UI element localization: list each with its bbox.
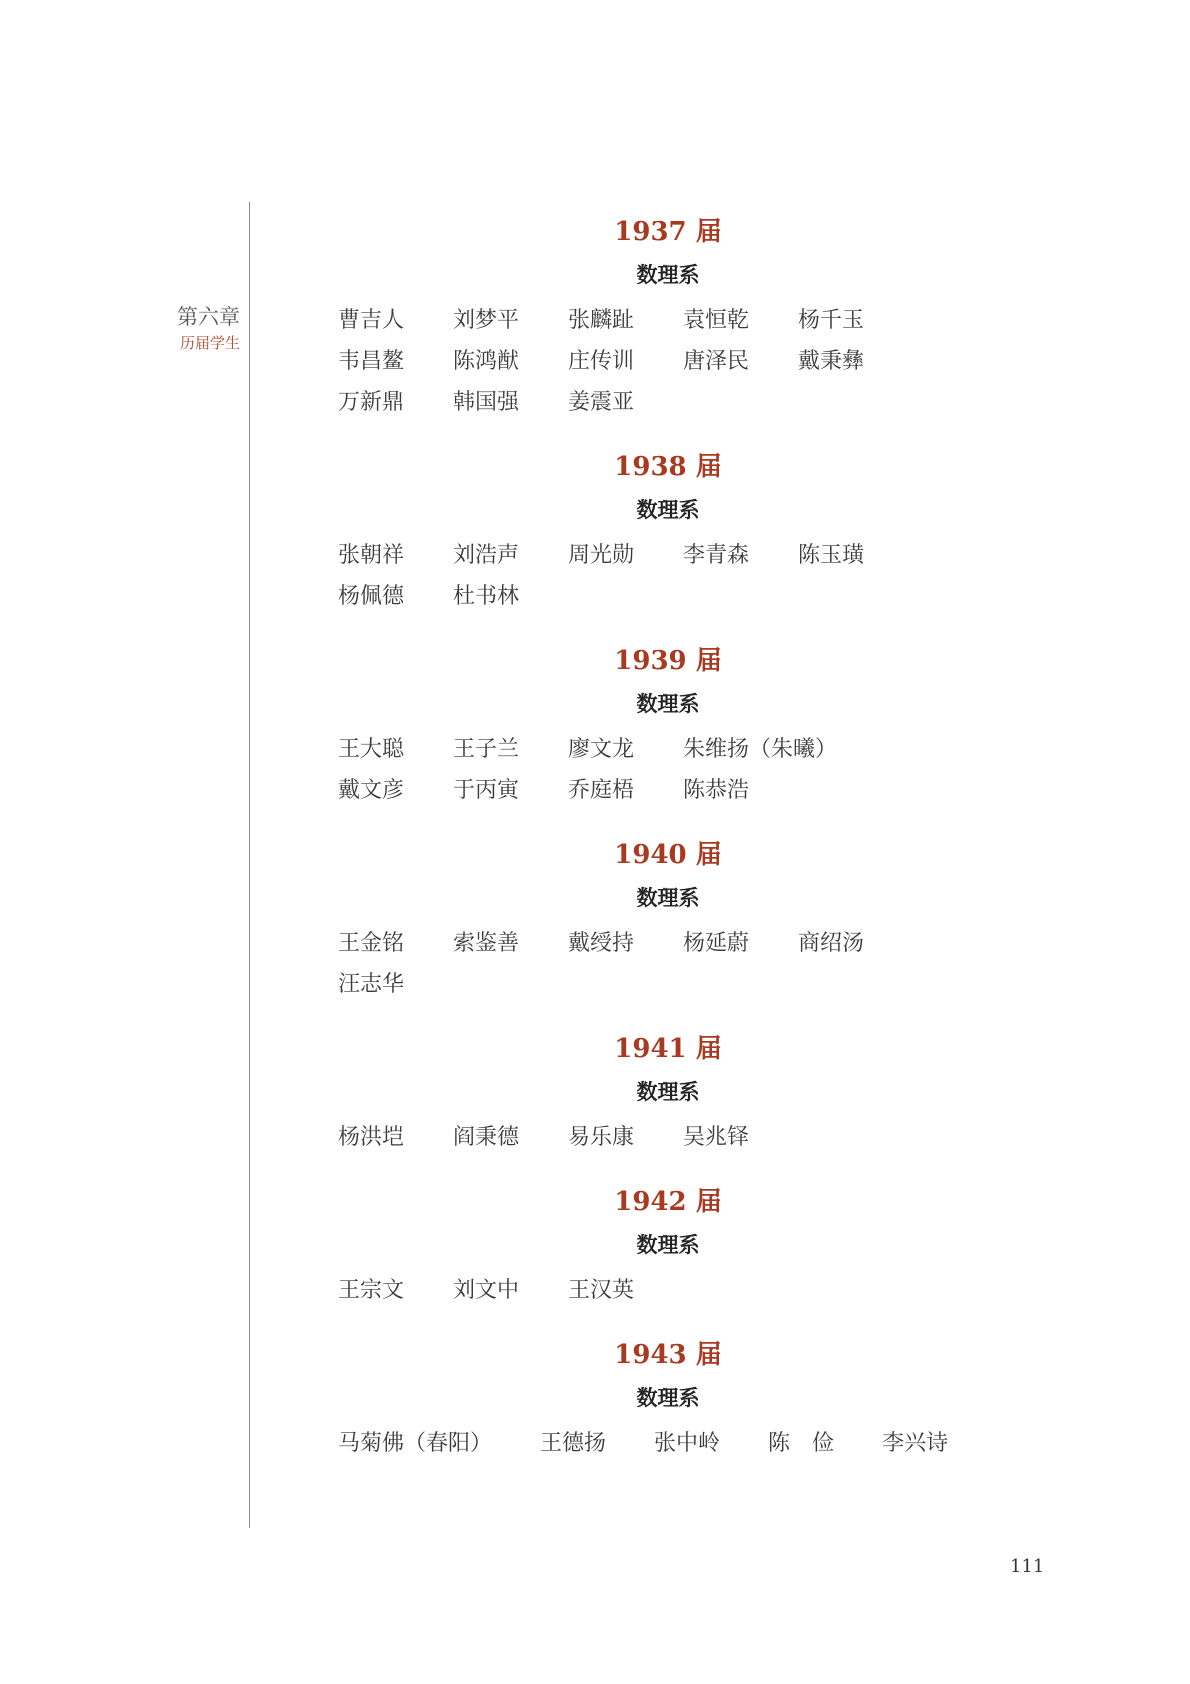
- student-name: 朱维扬（朱曦）: [683, 737, 838, 762]
- department-heading: 数理系: [636, 1232, 700, 1257]
- page-number: 111: [1010, 1556, 1045, 1577]
- year-heading: 1938 届: [614, 452, 722, 482]
- student-name: 杨延蔚: [683, 931, 750, 956]
- name-list: [338, 300, 998, 423]
- name-list: [338, 1423, 998, 1464]
- student-name: 庄传训: [568, 349, 635, 374]
- name-list: [338, 729, 998, 811]
- student-name: 陈 俭: [768, 1431, 835, 1456]
- year-section: [338, 835, 998, 1005]
- student-name: 索鉴善: [453, 931, 520, 956]
- margin-rule: [249, 202, 250, 1528]
- chapter-subtitle: 历届学生: [179, 334, 240, 352]
- department-heading: 数理系: [636, 885, 700, 910]
- student-name: 刘浩声: [453, 543, 520, 568]
- student-name: 杨千玉: [798, 308, 865, 333]
- student-name: 唐泽民: [683, 349, 750, 374]
- student-name: 杨佩德: [338, 584, 405, 609]
- student-name: 周光勋: [568, 543, 635, 568]
- department-heading: 数理系: [636, 1079, 700, 1104]
- student-name: 杨洪垲: [338, 1125, 405, 1150]
- student-name: 戴绶持: [568, 931, 635, 956]
- year-section: [338, 212, 998, 423]
- department-heading: 数理系: [636, 691, 700, 716]
- department-heading: 数理系: [636, 497, 700, 522]
- student-name: 李兴诗: [882, 1431, 949, 1456]
- year-heading: 1941 届: [614, 1034, 722, 1064]
- name-list: [338, 923, 998, 1005]
- year-heading: 1937 届: [614, 217, 722, 247]
- student-name: 陈玉璜: [798, 543, 865, 568]
- student-name: 王汉英: [568, 1278, 635, 1303]
- student-name: 乔庭梧: [568, 778, 635, 803]
- year-section: [338, 447, 998, 617]
- name-list: [338, 535, 998, 617]
- student-name: 曹吉人: [338, 308, 405, 333]
- student-name: 易乐康: [568, 1125, 635, 1150]
- year-heading: 1942 届: [614, 1187, 722, 1217]
- student-roster: [338, 212, 998, 1488]
- student-name: 韩国强: [453, 390, 520, 415]
- student-name: 商绍汤: [798, 931, 865, 956]
- student-name: 阎秉德: [453, 1125, 520, 1150]
- student-name: 廖文龙: [568, 737, 635, 762]
- student-name: 王子兰: [453, 737, 520, 762]
- student-name: 王大聪: [338, 737, 405, 762]
- student-name: 王金铭: [338, 931, 405, 956]
- name-list: [338, 1117, 998, 1158]
- year-section: [338, 641, 998, 811]
- student-name: 马菊佛（春阳）: [338, 1431, 493, 1456]
- department-heading: 数理系: [636, 1385, 700, 1410]
- student-name: 张麟趾: [568, 308, 635, 333]
- chapter-title: 第六章: [177, 305, 240, 329]
- student-name: 李青森: [683, 543, 750, 568]
- student-name: 王宗文: [338, 1278, 405, 1303]
- student-name: 姜震亚: [568, 390, 635, 415]
- student-name: 韦昌鳌: [338, 349, 405, 374]
- student-name: 张中岭: [654, 1431, 721, 1456]
- student-name: 万新鼎: [338, 390, 405, 415]
- department-heading: 数理系: [636, 262, 700, 287]
- student-name: 于丙寅: [453, 778, 520, 803]
- student-name: 吴兆铎: [683, 1125, 750, 1150]
- student-name: 袁恒乾: [683, 308, 750, 333]
- year-section: [338, 1029, 998, 1158]
- year-heading: 1939 届: [614, 646, 722, 676]
- student-name: 王德扬: [540, 1431, 607, 1456]
- year-heading: 1943 届: [614, 1340, 722, 1370]
- student-name: 汪志华: [338, 972, 405, 997]
- chapter-marker: [150, 302, 240, 354]
- student-name: 刘文中: [453, 1278, 520, 1303]
- student-name: 戴秉彝: [798, 349, 865, 374]
- student-name: 杜书林: [453, 584, 520, 609]
- year-section: [338, 1182, 998, 1311]
- student-name: 陈鸿猷: [453, 349, 520, 374]
- name-list: [338, 1270, 998, 1311]
- student-name: 陈恭浩: [683, 778, 750, 803]
- student-name: 刘梦平: [453, 308, 520, 333]
- year-section: [338, 1335, 998, 1464]
- student-name: 戴文彦: [338, 778, 405, 803]
- year-heading: 1940 届: [614, 840, 722, 870]
- student-name: 张朝祥: [338, 543, 405, 568]
